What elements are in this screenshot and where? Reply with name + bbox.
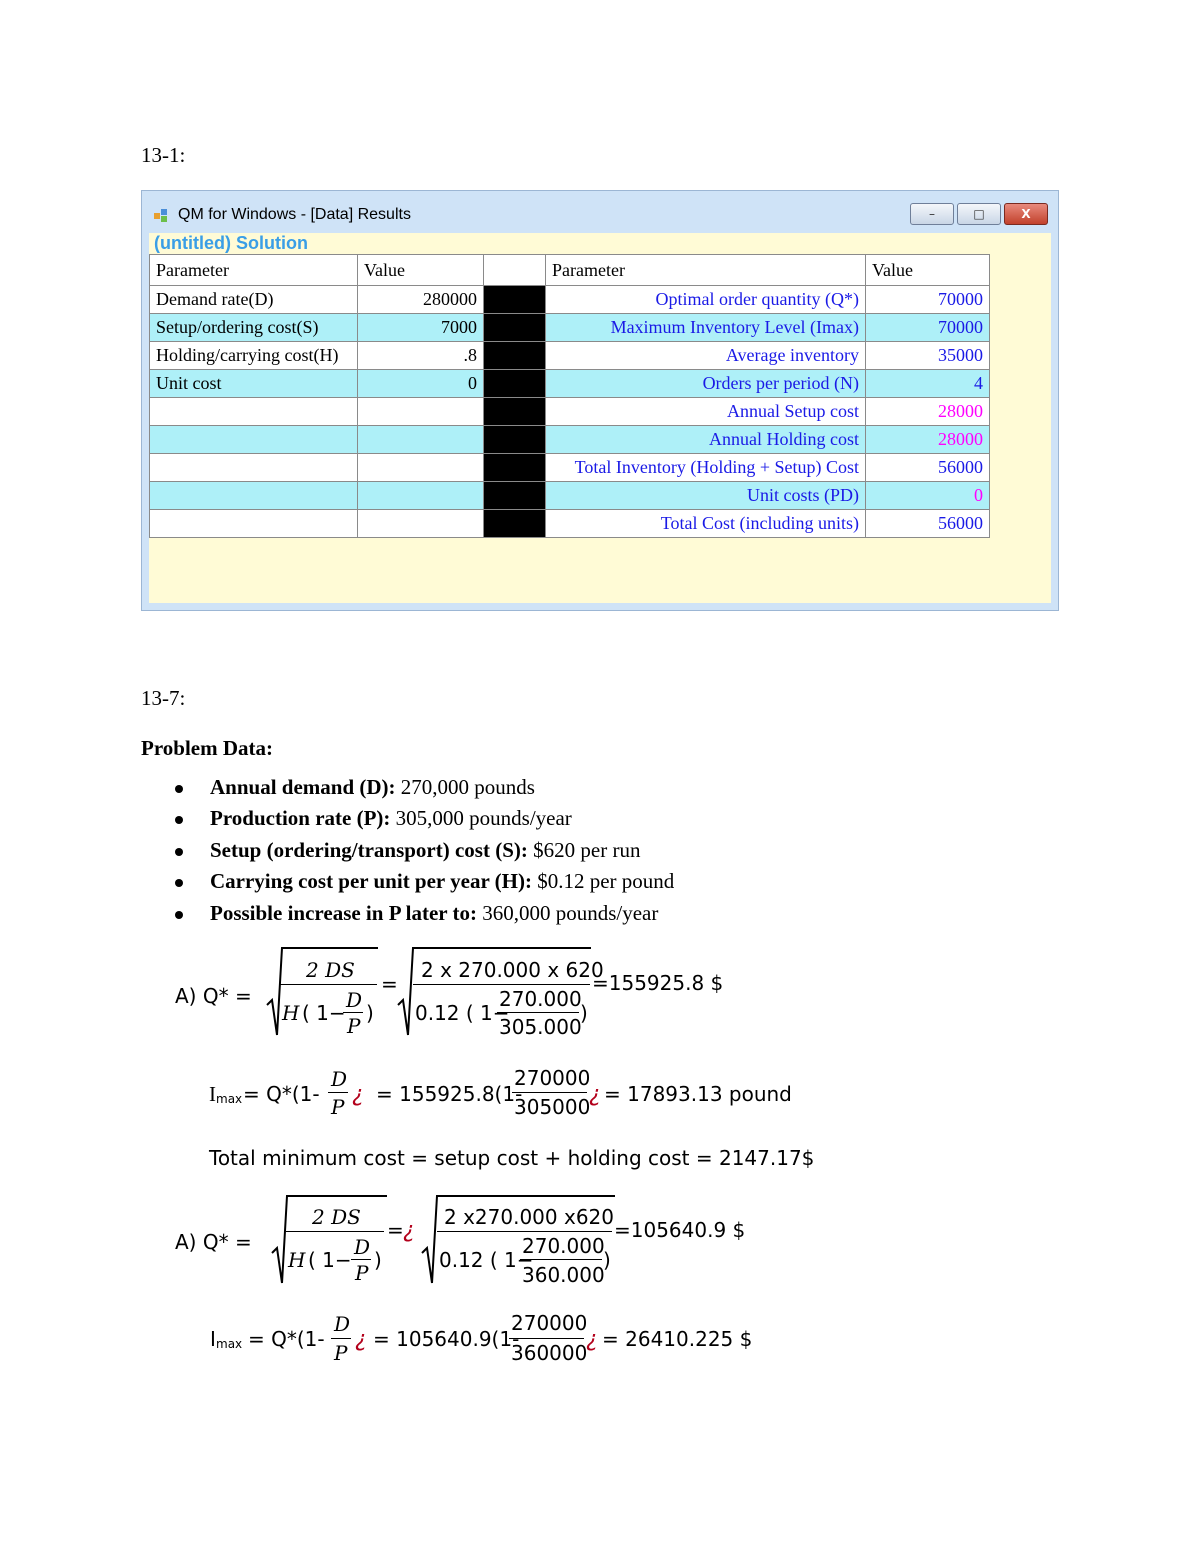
formula-paren-close: ) xyxy=(603,1248,611,1272)
result-param[interactable]: Orders per period (N) xyxy=(546,370,866,398)
window-titlebar[interactable] xyxy=(142,191,1058,235)
close-button[interactable]: X xyxy=(1004,203,1048,225)
result-value[interactable]: 35000 xyxy=(866,342,990,370)
empty-cell[interactable] xyxy=(358,454,484,482)
table-row xyxy=(150,370,990,398)
formula-p: P xyxy=(355,1261,369,1285)
result-param[interactable]: Total Cost (including units) xyxy=(546,510,866,538)
empty-cell[interactable] xyxy=(150,510,358,538)
formula-numerator: 2 DS xyxy=(312,1205,361,1229)
empty-cell[interactable] xyxy=(150,398,358,426)
empty-cell[interactable] xyxy=(150,482,358,510)
grid-header-row xyxy=(150,255,990,286)
window-client-area xyxy=(149,233,1051,603)
formula-denominator-2: 0.12 ( 1− xyxy=(415,1001,510,1025)
formula-p: P xyxy=(347,1014,361,1038)
total-minimum-cost: Total minimum cost = setup cost + holding cost = 2147.17$ xyxy=(209,1146,815,1170)
black-separator xyxy=(484,314,546,342)
result-value[interactable]: 4 xyxy=(866,370,990,398)
black-separator xyxy=(484,398,546,426)
formula-numerator: 2 DS xyxy=(306,958,355,982)
input-value[interactable]: .8 xyxy=(358,342,484,370)
formula-text: = 155925.8(1- xyxy=(376,1082,523,1106)
empty-cell[interactable] xyxy=(358,426,484,454)
result-param[interactable]: Maximum Inventory Level (Imax) xyxy=(546,314,866,342)
table-row xyxy=(150,342,990,370)
list-item xyxy=(175,869,674,900)
formula-text: = 105640.9(1- xyxy=(373,1327,520,1351)
imax-label: I xyxy=(209,1082,216,1106)
formula-paren-open: ( 1− xyxy=(302,1001,346,1025)
formula-fraction-bottom: 360000 xyxy=(511,1341,588,1365)
item-label: Carrying cost per unit per year (H): xyxy=(210,869,532,894)
list-item xyxy=(175,901,674,932)
formula-result: = 26410.225 $ xyxy=(602,1327,753,1351)
input-value[interactable]: 280000 xyxy=(358,286,484,314)
input-param[interactable]: Demand rate(D) xyxy=(150,286,358,314)
list-item xyxy=(175,838,674,869)
input-param[interactable]: Holding/carrying cost(H) xyxy=(150,342,358,370)
item-value: 360,000 pounds/year xyxy=(476,900,659,925)
table-row xyxy=(150,426,990,454)
formula-fraction-bottom: 305000 xyxy=(514,1095,591,1119)
result-param[interactable]: Optimal order quantity (Q*) xyxy=(546,286,866,314)
app-icon xyxy=(154,209,168,223)
result-value[interactable]: 0 xyxy=(866,482,990,510)
item-label: Possible increase in P later to: xyxy=(210,900,477,925)
input-value[interactable]: 0 xyxy=(358,370,484,398)
result-value[interactable]: 28000 xyxy=(866,426,990,454)
formula-d: D xyxy=(331,1067,348,1091)
imax-subscript: max xyxy=(216,1337,243,1351)
problem-data-list xyxy=(175,775,674,932)
formula-p: P xyxy=(334,1341,348,1365)
black-separator xyxy=(484,510,546,538)
black-separator xyxy=(484,342,546,370)
table-row xyxy=(150,286,990,314)
formula-fraction-top: 270.000 xyxy=(522,1234,605,1258)
item-label: Annual demand (D): xyxy=(210,775,396,799)
item-value: $0.12 per pound xyxy=(531,869,675,894)
header-parameter-right[interactable]: Parameter xyxy=(546,255,866,286)
formula-d: D xyxy=(334,1312,351,1336)
formula-result: =155925.8 $ xyxy=(592,971,724,995)
result-param[interactable]: Unit costs (PD) xyxy=(546,482,866,510)
window-title: QM for Windows - [Data] Results xyxy=(178,206,411,223)
formula-paren-close: ) xyxy=(374,1248,382,1272)
empty-cell[interactable] xyxy=(358,398,484,426)
broken-glyph: ¿ xyxy=(352,1082,364,1107)
section-heading-13-7: 13-7: xyxy=(141,686,186,710)
broken-glyph: ¿ xyxy=(403,1218,415,1243)
formula-fraction-bottom: 305.000 xyxy=(499,1015,582,1039)
input-param[interactable]: Setup/ordering cost(S) xyxy=(150,314,358,342)
formula-result: =105640.9 $ xyxy=(614,1218,746,1242)
result-param[interactable]: Average inventory xyxy=(546,342,866,370)
formula-text: = Q*(1- xyxy=(243,1082,320,1106)
empty-cell[interactable] xyxy=(358,510,484,538)
formula-numerator-2: 2 x270.000 x620 xyxy=(444,1205,614,1229)
problem-data-title: Problem Data: xyxy=(141,736,273,760)
empty-cell[interactable] xyxy=(358,482,484,510)
formula-fraction-top: 270000 xyxy=(514,1066,591,1090)
table-row xyxy=(150,482,990,510)
maximize-button[interactable]: □ xyxy=(957,203,1001,225)
input-value[interactable]: 7000 xyxy=(358,314,484,342)
result-value[interactable]: 28000 xyxy=(866,398,990,426)
result-value[interactable]: 70000 xyxy=(866,314,990,342)
list-item xyxy=(175,806,674,837)
broken-glyph: ¿ xyxy=(589,1082,601,1107)
formula-fraction-top: 270.000 xyxy=(499,987,582,1011)
header-parameter-left[interactable]: Parameter xyxy=(150,255,358,286)
header-value-right[interactable]: Value xyxy=(866,255,990,286)
formula-text: = Q*(1- xyxy=(248,1327,325,1351)
minimize-button[interactable]: – xyxy=(910,203,954,225)
item-value: 305,000 pounds/year xyxy=(390,806,572,831)
formula-d: D xyxy=(346,988,363,1012)
formula-d: D xyxy=(354,1235,371,1259)
imax-subscript: max xyxy=(216,1092,243,1106)
item-label: Production rate (P): xyxy=(210,806,391,831)
formula-h: H xyxy=(282,1001,300,1025)
solution-title: (untitled) Solution xyxy=(154,233,308,253)
formula-label: A) Q* = xyxy=(175,1230,252,1254)
result-param[interactable]: Annual Setup cost xyxy=(546,398,866,426)
formula-denominator-2: 0.12 ( 1− xyxy=(439,1248,534,1272)
formula-paren-close: ) xyxy=(580,1001,588,1025)
table-row xyxy=(150,398,990,426)
formula-equals: = xyxy=(381,972,398,996)
table-row xyxy=(150,314,990,342)
formula-result: = 17893.13 pound xyxy=(604,1082,792,1106)
formula-p: P xyxy=(331,1095,345,1119)
empty-cell[interactable] xyxy=(150,454,358,482)
black-separator xyxy=(484,426,546,454)
formula-paren-open: ( 1− xyxy=(308,1248,352,1272)
formula-fraction-bottom: 360.000 xyxy=(522,1263,605,1287)
results-grid xyxy=(149,254,990,538)
item-value: 270,000 pounds xyxy=(395,775,535,799)
imax-label: I xyxy=(210,1327,216,1351)
header-value-left[interactable]: Value xyxy=(358,255,484,286)
table-row xyxy=(150,510,990,538)
result-param[interactable]: Total Inventory (Holding + Setup) Cost xyxy=(546,454,866,482)
black-separator xyxy=(484,454,546,482)
formula-fraction-top: 270000 xyxy=(511,1311,588,1335)
empty-cell[interactable] xyxy=(150,426,358,454)
result-value[interactable]: 70000 xyxy=(866,286,990,314)
table-row xyxy=(150,454,990,482)
black-separator xyxy=(484,286,546,314)
black-separator xyxy=(484,370,546,398)
formula-paren-close: ) xyxy=(366,1001,374,1025)
item-label: Setup (ordering/transport) cost (S): xyxy=(210,837,528,862)
broken-glyph: ¿ xyxy=(355,1327,367,1352)
broken-glyph: ¿ xyxy=(586,1327,598,1352)
input-param[interactable]: Unit cost xyxy=(150,370,358,398)
section-heading-13-1: 13-1: xyxy=(141,143,186,167)
result-value[interactable]: 56000 xyxy=(866,510,990,538)
list-item xyxy=(175,775,674,806)
header-spacer xyxy=(484,255,546,286)
result-param[interactable]: Annual Holding cost xyxy=(546,426,866,454)
item-value: $620 per run xyxy=(527,837,641,862)
black-separator xyxy=(484,482,546,510)
qm-results-window xyxy=(141,190,1059,611)
formula-equals: = xyxy=(387,1218,404,1242)
formula-numerator-2: 2 x 270.000 x 620 xyxy=(421,958,604,982)
formula-label: A) Q* = xyxy=(175,984,252,1008)
result-value[interactable]: 56000 xyxy=(866,454,990,482)
formula-h: H xyxy=(288,1248,306,1272)
